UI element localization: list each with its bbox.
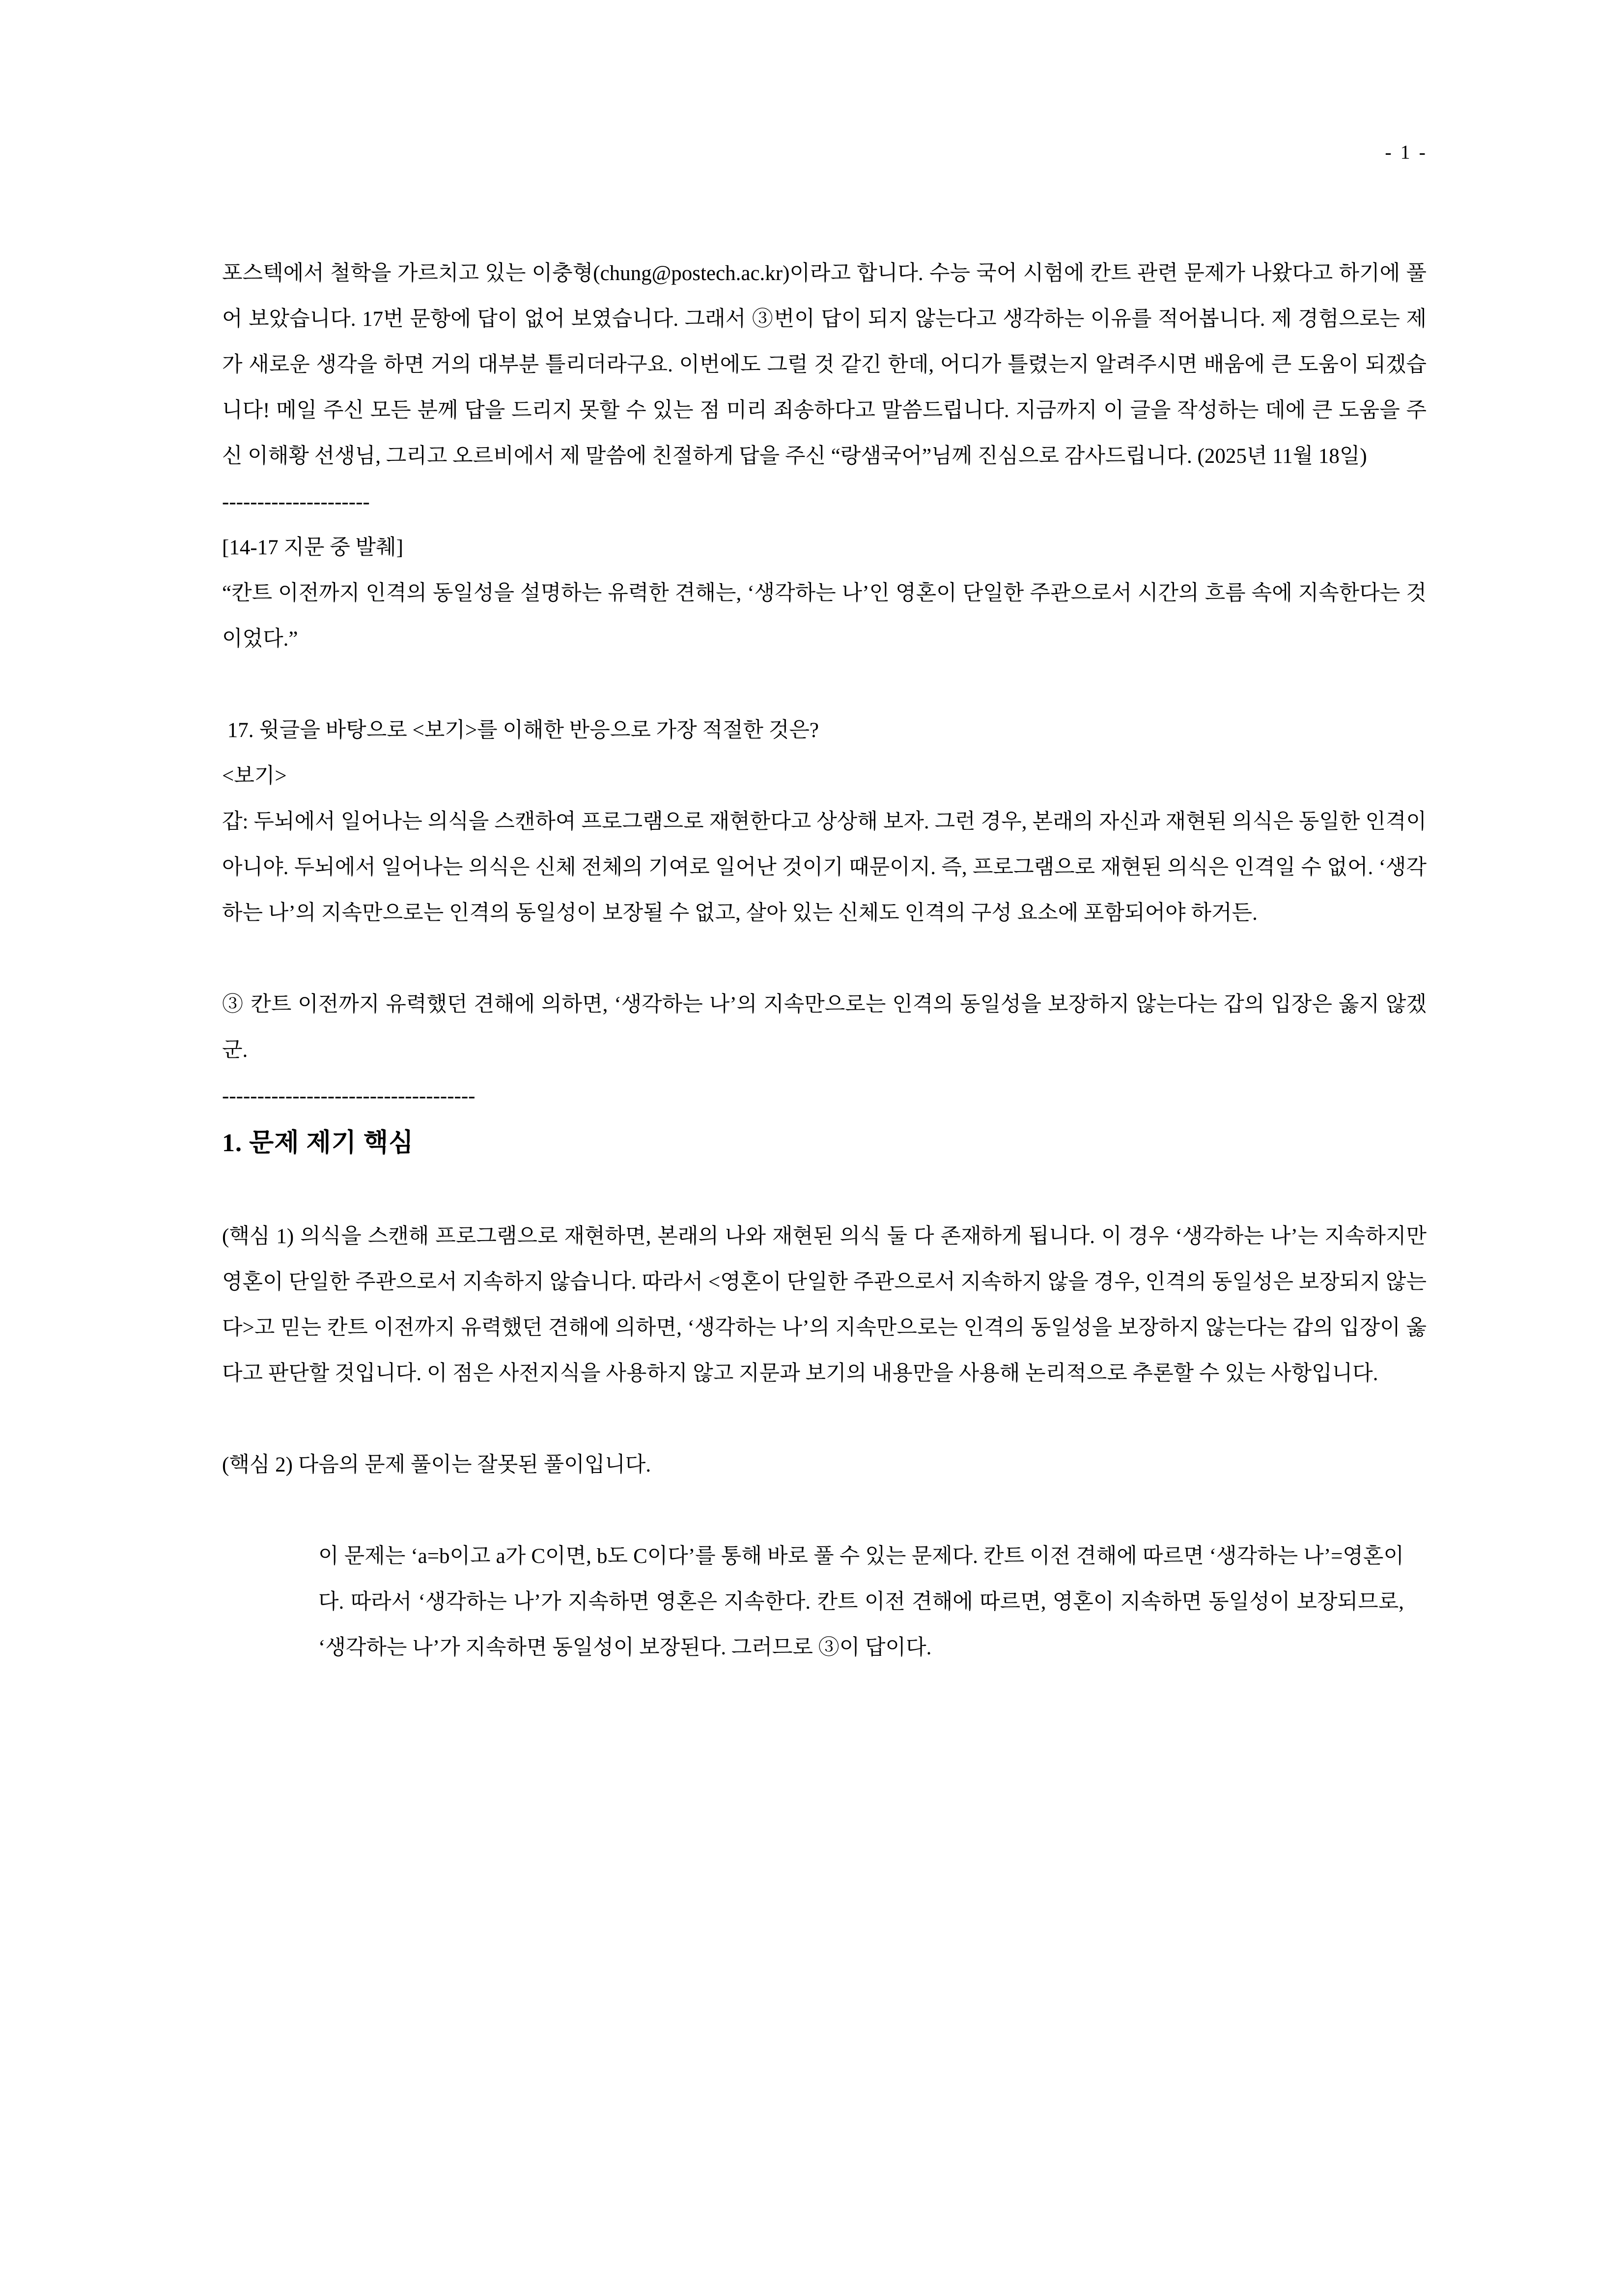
core-point-two: (핵심 2) 다음의 문제 풀이는 잘못된 풀이입니다. — [222, 1453, 651, 1476]
core-point-one: (핵심 1) 의식을 스캔해 프로그램으로 재현하면, 본래의 나와 재현된 의식 둘 다 존재하게 됩니다. 이 경우 ‘생각하는 나’는 지속하지만 영혼이 단일한 주관으로서 지속하지 않습니다. 따라서 <영혼이 단일한 주관으로서 지속하지 않을 경우, 인격의 동일성은 보장되지 않는다>고 믿는 칸트 이전까지 유력했던 견해에 의하면, ‘생각하는 나’의 지속만으로는 인격의 동일성을 보장하지 않는다는 갑의 입장이 옳다고 판단할 것입니다. 이 점은 사전지식을 사용하지 않고 지문과 보기의 내용만을 사용해 논리적으로 추론할 수 있는 사항입니다. — [222, 1225, 1427, 1385]
spacer — [222, 1488, 1427, 1533]
document-content — [222, 251, 1427, 1671]
intro-paragraph: 포스텍에서 철학을 가르치고 있는 이충형(chung@postech.ac.kr)이라고 합니다. 수능 국어 시험에 칸트 관련 문제가 나왔다고 하기에 풀어 보았습니다. 17번 문항에 답이 없어 보였습니다. 그래서 ③번이 답이 되지 않는다고 생각하는 이유를 적어봅니다. 제 경험으로는 제가 새로운 생각을 하면 거의 대부분 틀리더라구요. 이번에도 그럴 것 같긴 한데, 어디가 틀렸는지 알려주시면 배움에 큰 도움이 되겠습니다! 메일 주신 모든 분께 답을 드리지 못할 수 있는 점 미리 죄송하다고 말씀드립니다. 지금까지 이 글을 작성하는 데에 큰 도움을 주신 이해황 선생님, 그리고 오르비에서 제 말씀에 친절하게 답을 주신 “랑샘국어”님께 진심으로 감사드립니다. (2025년 11월 18일) — [222, 262, 1427, 468]
bogi-label: <보기> — [222, 765, 287, 788]
spacer — [222, 1396, 1427, 1442]
question-prompt: 17. 윗글을 바탕으로 <보기>를 이해한 반응으로 가장 적절한 것은? — [222, 719, 819, 742]
option-three: ③ 칸트 이전까지 유력했던 견해에 의하면, ‘생각하는 나’의 지속만으로는 인격의 동일성을 보장하지 않는다는 갑의 입장은 옳지 않겠군. — [222, 993, 1427, 1062]
spacer — [222, 936, 1427, 982]
separator-short: --------------------- — [222, 490, 370, 513]
spacer — [222, 662, 1427, 708]
separator-long: ------------------------------------ — [222, 1084, 476, 1107]
bogi-text: 갑: 두뇌에서 일어나는 의식을 스캔하여 프로그램으로 재현한다고 상상해 보자. 그런 경우, 본래의 자신과 재현된 의식은 동일한 인격이 아니야. 두뇌에서 일어나는 의식은 신체 전체의 기여로 일어난 것이기 때문이지. 즉, 프로그램으로 재현된 의식은 인격일 수 없어. ‘생각하는 나’의 지속만으로는 인격의 동일성이 보장될 수 없고, 살아 있는 신체도 인격의 구성 요소에 포함되어야 하거든. — [222, 810, 1427, 925]
spacer — [222, 1168, 1427, 1214]
passage-quote: “칸트 이전까지 인격의 동일성을 설명하는 유력한 견해는, ‘생각하는 나’인 영혼이 단일한 주관으로서 시간의 흐름 속에 지속한다는 것이었다.” — [222, 582, 1427, 651]
section-heading: 1. 문제 제기 핵심 — [222, 1129, 414, 1157]
passage-label: [14-17 지문 중 발췌] — [222, 536, 403, 559]
page-number: - 1 - — [1385, 141, 1428, 163]
quoted-solution: 이 문제는 ‘a=b이고 a가 C이면, b도 C이다’를 통해 바로 풀 수 있는 문제다. 칸트 이전 견해에 따르면 ‘생각하는 나’=영혼이다. 따라서 ‘생각하는 나’가 지속하면 영혼은 지속한다. 칸트 이전 견해에 따르면, 영혼이 지속하면 동일성이 보장되므로, ‘생각하는 나’가 지속하면 동일성이 보장된다. 그러므로 ③이 답이다. — [318, 1545, 1404, 1659]
